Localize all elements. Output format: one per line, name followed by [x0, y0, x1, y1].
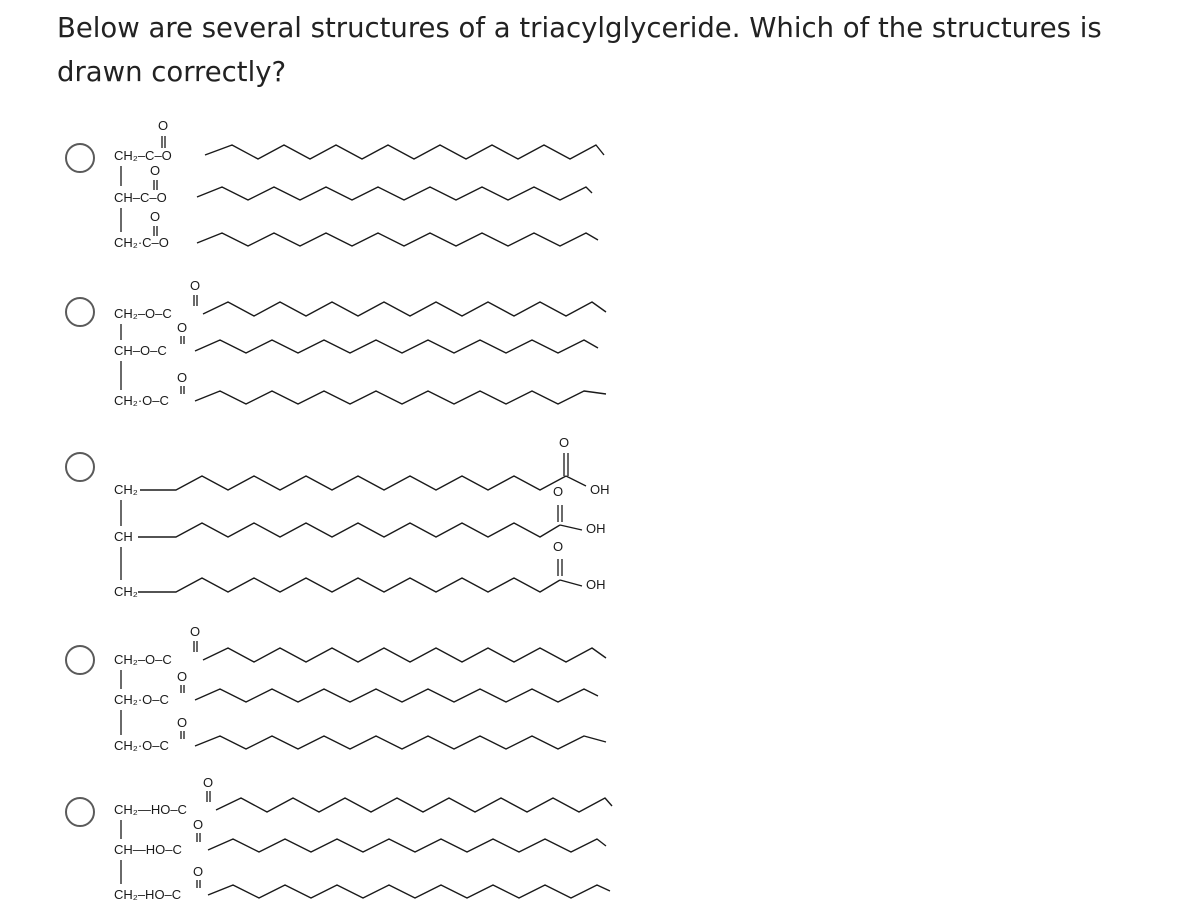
- option-c-row-2: CH: [114, 529, 133, 544]
- option-d-carbonyl-3: O: [177, 715, 188, 730]
- option-b-row-2: CH–O–C: [114, 343, 167, 358]
- option-c-carbonyl-1: O: [559, 435, 570, 450]
- option-a-row-2: CH–C–O: [114, 190, 167, 205]
- option-e-row-1: CH₂—HO–C: [114, 802, 187, 817]
- option-e-row-3: CH₂–HO–C: [114, 887, 182, 902]
- option-e-row-2: CH—HO–C: [114, 842, 182, 857]
- option-d-row-1: CH₂–O–C: [114, 652, 172, 667]
- option-a-carbonyl-1: O: [158, 118, 169, 133]
- option-c-oh-1: OH: [590, 482, 610, 497]
- option-d-row-3: CH₂·O–C: [114, 738, 169, 753]
- option-c-oh-2: OH: [586, 521, 606, 536]
- option-a-row-3: CH₂·C–O: [114, 235, 169, 250]
- option-c-carbonyl-3: O: [553, 539, 564, 554]
- option-d-carbonyl-2: O: [177, 669, 188, 684]
- option-c-oh-3: OH: [586, 577, 606, 592]
- option-c-row-3: CH₂: [114, 584, 138, 599]
- option-e-carbonyl-1: O: [203, 775, 214, 790]
- question-text: Below are several structures of a triacylglyceride. Which of the structures is drawn correctly?: [57, 12, 1102, 88]
- option-e-carbonyl-2: O: [193, 817, 204, 832]
- option-b-carbonyl-3: O: [177, 370, 188, 385]
- option-b-carbonyl-1: O: [190, 278, 201, 293]
- option-c-carbonyl-2: O: [553, 484, 564, 499]
- option-d-carbonyl-1: O: [190, 624, 201, 639]
- option-b-row-1: CH₂–O–C: [114, 306, 172, 321]
- option-e-carbonyl-3: O: [193, 864, 204, 879]
- option-a-row-1: CH₂–C–O: [114, 148, 172, 163]
- option-a-carbonyl-3: O: [150, 209, 161, 224]
- option-b-row-3: CH₂·O–C: [114, 393, 169, 408]
- option-b-carbonyl-2: O: [177, 320, 188, 335]
- option-a-carbonyl-2: O: [150, 163, 161, 178]
- option-c-row-1: CH₂: [114, 482, 138, 497]
- option-d-row-2: CH₂·O–C: [114, 692, 169, 707]
